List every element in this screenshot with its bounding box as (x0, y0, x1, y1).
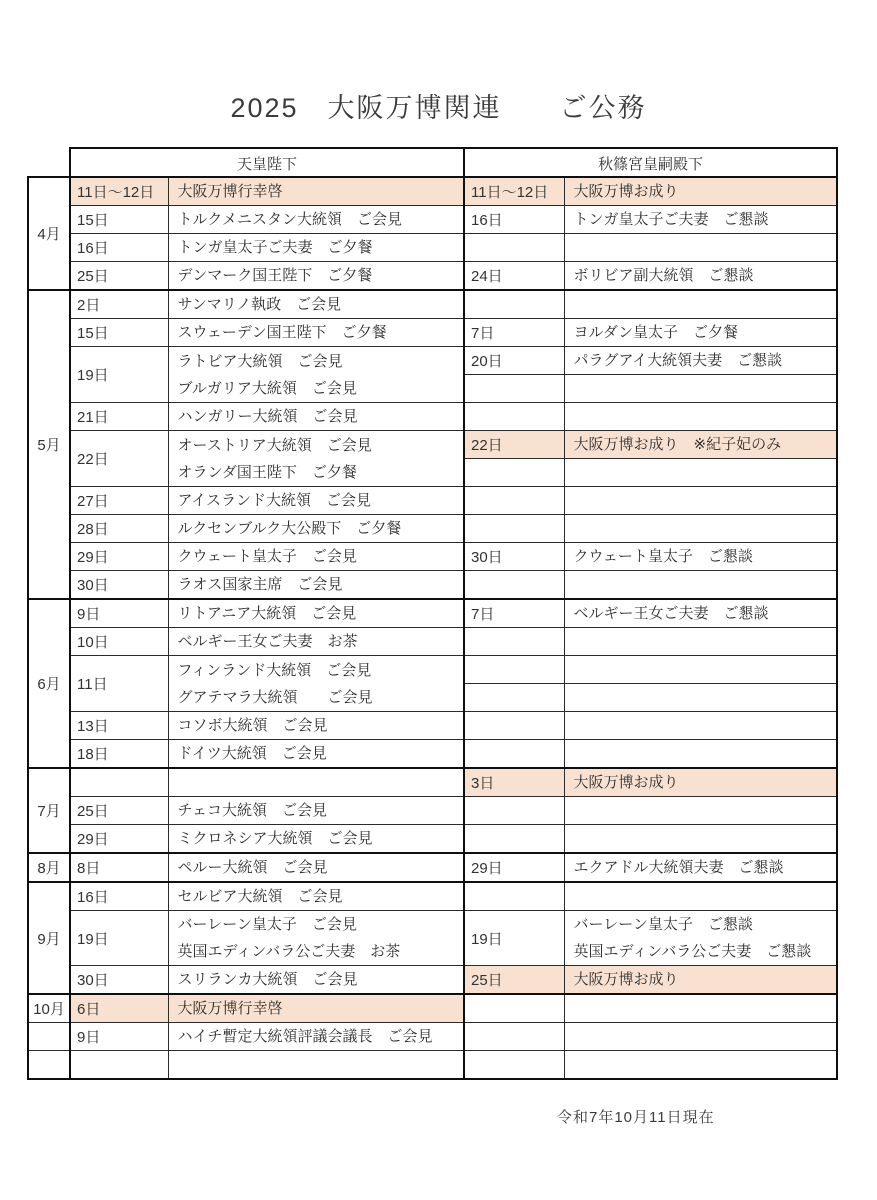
event-cell (564, 571, 837, 600)
table-row (28, 234, 837, 262)
event-cell (168, 290, 464, 319)
column-header-emperor: 天皇陛下 (70, 148, 464, 179)
event-text: ボリビア副大統領 ご懇談 (573, 267, 754, 284)
date-cell: 27日 (70, 487, 168, 515)
event-text (565, 656, 837, 683)
date-cell: 7日 (464, 599, 564, 628)
event-text: ヨルダン皇太子 ご夕餐 (573, 324, 739, 341)
event-text (565, 797, 837, 824)
event-cell (168, 599, 464, 628)
date-cell: 28日 (70, 515, 168, 543)
event-cell (168, 882, 464, 911)
month-cell: 6月 (28, 599, 70, 768)
date-cell: 11日 (70, 656, 168, 712)
date-cell (464, 740, 564, 769)
event-cell (168, 966, 464, 995)
event-cell (564, 684, 837, 712)
date-cell: 15日 (70, 319, 168, 347)
date-cell: 9日 (70, 599, 168, 628)
date-cell: 19日 (70, 347, 168, 403)
event-text: クウェート皇太子 ご会見 (177, 548, 357, 565)
event-text: ハイチ暫定大統領評議会議長 ご会見 (177, 1028, 433, 1045)
table-row (28, 882, 837, 911)
date-cell (464, 797, 564, 825)
event-cell (168, 403, 464, 431)
event-cell (564, 375, 837, 403)
event-text: クウェート皇太子 ご懇談 (573, 548, 753, 565)
event-cell (564, 656, 837, 684)
event-cell (168, 206, 464, 234)
event-text: 大阪万博お成り (573, 971, 679, 988)
event-text (565, 684, 837, 711)
event-cell (168, 825, 464, 854)
event-cell (168, 853, 464, 882)
page-title: 2025 大阪万博関連 ご公務 (230, 93, 647, 123)
date-cell: 29日 (70, 825, 168, 854)
date-cell: 30日 (70, 571, 168, 600)
date-cell (464, 628, 564, 656)
date-cell (464, 290, 564, 319)
table-row (28, 487, 837, 515)
event-cell (168, 712, 464, 740)
event-text (565, 628, 837, 655)
event-cell (168, 994, 464, 1023)
event-cell (564, 853, 837, 882)
event-cell (168, 487, 464, 515)
event-text: フィンランド大統領 ご会見 (177, 661, 372, 679)
event-cell (564, 459, 837, 487)
event-text: 英国エディンバラ公ご夫妻 ご懇談 (573, 943, 812, 960)
event-cell (564, 234, 837, 262)
event-cell (564, 797, 837, 825)
date-cell (464, 375, 564, 403)
event-cell (564, 825, 837, 854)
column-header-akishino: 秋篠宮皇嗣殿下 (464, 148, 837, 179)
date-cell: 6日 (70, 994, 168, 1023)
table-row (28, 206, 837, 234)
month-cell: 5月 (28, 290, 70, 599)
date-cell: 11日～12日 (70, 177, 168, 206)
date-cell: 22日 (464, 431, 564, 459)
table-row (28, 853, 837, 882)
date-cell: 15日 (70, 206, 168, 234)
table-row (28, 712, 837, 740)
date-cell: 21日 (70, 403, 168, 431)
date-cell: 3日 (464, 768, 564, 797)
event-cell (564, 431, 837, 459)
table-row (28, 262, 837, 291)
event-cell (564, 487, 837, 515)
month-cell: 9月 (28, 882, 70, 994)
table-row (28, 628, 837, 656)
table-row (28, 1051, 837, 1080)
event-cell (168, 740, 464, 769)
event-text (565, 712, 837, 739)
event-cell (564, 994, 837, 1023)
event-cell (564, 403, 837, 431)
event-cell (168, 431, 464, 487)
date-cell: 16日 (70, 882, 168, 911)
date-cell: 19日 (70, 911, 168, 966)
table-row (28, 403, 837, 431)
event-text (565, 825, 837, 852)
event-cell (564, 882, 837, 911)
event-cell (168, 1051, 464, 1080)
date-cell: 25日 (464, 966, 564, 995)
event-cell (564, 599, 837, 628)
table-row (28, 966, 837, 995)
table-row (28, 1023, 837, 1051)
event-cell (564, 347, 837, 375)
table-row (28, 431, 837, 459)
schedule-body-table (27, 176, 838, 1080)
date-cell: 2日 (70, 290, 168, 319)
table-row (28, 515, 837, 543)
table-row (28, 825, 837, 854)
date-cell: 30日 (70, 966, 168, 995)
event-text: ハンガリー大統領 ご会見 (177, 408, 358, 425)
table-row (28, 319, 837, 347)
event-cell (564, 712, 837, 740)
event-cell (564, 515, 837, 543)
event-text (565, 375, 837, 402)
event-text (565, 291, 837, 318)
event-cell (168, 656, 464, 712)
month-cell: 7月 (28, 768, 70, 853)
date-cell (70, 1051, 168, 1080)
event-cell (564, 290, 837, 319)
event-text: 大阪万博お成り ※紀子妃のみ (573, 436, 782, 453)
event-text (565, 459, 837, 486)
date-cell: 20日 (464, 347, 564, 375)
date-cell (464, 487, 564, 515)
event-cell (168, 911, 464, 966)
date-cell: 11日～12日 (464, 177, 564, 206)
date-cell: 18日 (70, 740, 168, 769)
event-text (565, 234, 837, 261)
event-cell (564, 768, 837, 797)
event-cell (168, 571, 464, 600)
date-cell (464, 571, 564, 600)
event-cell (564, 966, 837, 995)
date-cell: 22日 (70, 431, 168, 487)
date-cell: 7日 (464, 319, 564, 347)
date-cell: 10日 (70, 628, 168, 656)
event-text (565, 1051, 837, 1078)
event-text: コソボ大統領 ご会見 (177, 717, 328, 734)
event-text: チェコ大統領 ご会見 (177, 802, 328, 819)
event-text (565, 571, 837, 598)
date-cell (464, 1023, 564, 1051)
month-cell: 10月 (28, 994, 70, 1023)
event-cell (168, 1023, 464, 1051)
table-row (28, 543, 837, 571)
date-cell: 8日 (70, 853, 168, 882)
event-text (565, 403, 837, 430)
event-cell (564, 319, 837, 347)
table-row (28, 994, 837, 1023)
event-text: バーレーン皇太子 ご懇談 (573, 916, 753, 933)
date-cell (464, 882, 564, 911)
date-cell (464, 1051, 564, 1080)
event-cell (564, 628, 837, 656)
table-row (28, 768, 837, 797)
event-text: ミクロネシア大統領 ご会見 (177, 830, 373, 847)
date-cell (464, 684, 564, 712)
event-cell (168, 543, 464, 571)
event-text: ブルガリア大統領 ご会見 (177, 379, 357, 397)
event-text (565, 740, 837, 767)
event-cell (168, 234, 464, 262)
date-cell: 25日 (70, 797, 168, 825)
event-text: 大阪万博お成り (573, 774, 679, 791)
event-cell (168, 262, 464, 291)
event-cell (564, 740, 837, 769)
event-text: ベルギー王女ご夫妻 ご懇談 (573, 605, 769, 622)
month-cell: 4月 (28, 177, 70, 290)
event-text: パラグアイ大統領夫妻 ご懇談 (573, 352, 783, 369)
event-text: アイスランド大統領 ご会見 (177, 492, 372, 509)
table-row (28, 797, 837, 825)
date-cell (464, 459, 564, 487)
date-cell: 16日 (464, 206, 564, 234)
date-cell: 30日 (464, 543, 564, 571)
date-cell: 24日 (464, 262, 564, 291)
month-cell: 8月 (28, 853, 70, 882)
table-row (28, 656, 837, 684)
footer-date: 令和7年10月11日現在 (557, 1109, 715, 1126)
event-text: トルクメニスタン大統領 ご会見 (177, 211, 403, 228)
date-cell (464, 234, 564, 262)
event-cell (564, 911, 837, 966)
event-text: グアテマラ大統領 ご会見 (177, 688, 373, 706)
event-text: デンマーク国王陛下 ご夕餐 (177, 267, 373, 284)
event-text: トンガ皇太子ご夫妻 ご懇談 (573, 211, 769, 228)
event-text: オランダ国王陛下 ご夕餐 (177, 463, 357, 481)
event-text: リトアニア大統領 ご会見 (177, 605, 357, 622)
event-text (565, 515, 837, 542)
event-text: 英国エディンバラ公ご夫妻 お茶 (177, 943, 401, 960)
event-text: ラオス国家主席 ご会見 (177, 576, 343, 593)
event-text: 大阪万博行幸啓 (177, 1000, 283, 1017)
table-row (28, 290, 837, 319)
event-text: ベルギー王女ご夫妻 お茶 (177, 633, 358, 650)
event-cell (564, 1023, 837, 1051)
table-row (28, 740, 837, 769)
date-cell: 9日 (70, 1023, 168, 1051)
event-cell (564, 1051, 837, 1080)
event-cell (168, 628, 464, 656)
date-cell: 25日 (70, 262, 168, 291)
event-cell (168, 797, 464, 825)
event-text (565, 995, 837, 1022)
event-text: エクアドル大統領夫妻 ご懇談 (573, 859, 784, 876)
month-cell (28, 1051, 70, 1080)
event-text (565, 1023, 837, 1050)
month-cell (28, 1023, 70, 1051)
event-text: スリランカ大統領 ご会見 (177, 971, 358, 988)
event-cell (564, 206, 837, 234)
event-text: 大阪万博お成り (573, 183, 679, 200)
table-row (28, 571, 837, 600)
event-cell (168, 347, 464, 403)
date-cell: 19日 (464, 911, 564, 966)
event-text: ルクセンブルク大公殿下 ご夕餐 (177, 520, 402, 537)
table-row (28, 177, 837, 206)
date-cell: 13日 (70, 712, 168, 740)
table-row (28, 347, 837, 375)
event-text: ラトビア大統領 ご会見 (177, 352, 343, 370)
event-cell (564, 262, 837, 291)
event-text (565, 487, 837, 514)
date-cell (464, 994, 564, 1023)
date-cell (464, 712, 564, 740)
event-text: オーストリア大統領 ご会見 (177, 436, 372, 454)
event-text (565, 883, 837, 910)
date-cell (70, 768, 168, 797)
event-text: 大阪万博行幸啓 (177, 183, 283, 200)
date-cell (464, 656, 564, 684)
event-text: セルビア大統領 ご会見 (177, 888, 343, 905)
event-cell (564, 543, 837, 571)
event-text (169, 1051, 464, 1078)
date-cell (464, 825, 564, 854)
event-cell (168, 177, 464, 206)
event-cell (168, 319, 464, 347)
date-cell: 29日 (70, 543, 168, 571)
date-cell (464, 515, 564, 543)
event-text: バーレーン皇太子 ご会見 (177, 916, 357, 933)
event-text: トンガ皇太子ご夫妻 ご夕餐 (177, 239, 373, 256)
event-text: サンマリノ執政 ご会見 (177, 296, 342, 313)
event-text: ドイツ大統領 ご会見 (177, 745, 327, 762)
event-text: スウェーデン国王陛下 ご夕餐 (177, 324, 387, 341)
event-cell (564, 177, 837, 206)
event-cell (168, 768, 464, 797)
date-cell: 29日 (464, 853, 564, 882)
event-cell (168, 515, 464, 543)
date-cell: 16日 (70, 234, 168, 262)
header-row (70, 148, 837, 179)
event-text (169, 769, 464, 796)
table-row (28, 599, 837, 628)
event-text: ペルー大統領 ご会見 (177, 859, 328, 876)
date-cell (464, 403, 564, 431)
